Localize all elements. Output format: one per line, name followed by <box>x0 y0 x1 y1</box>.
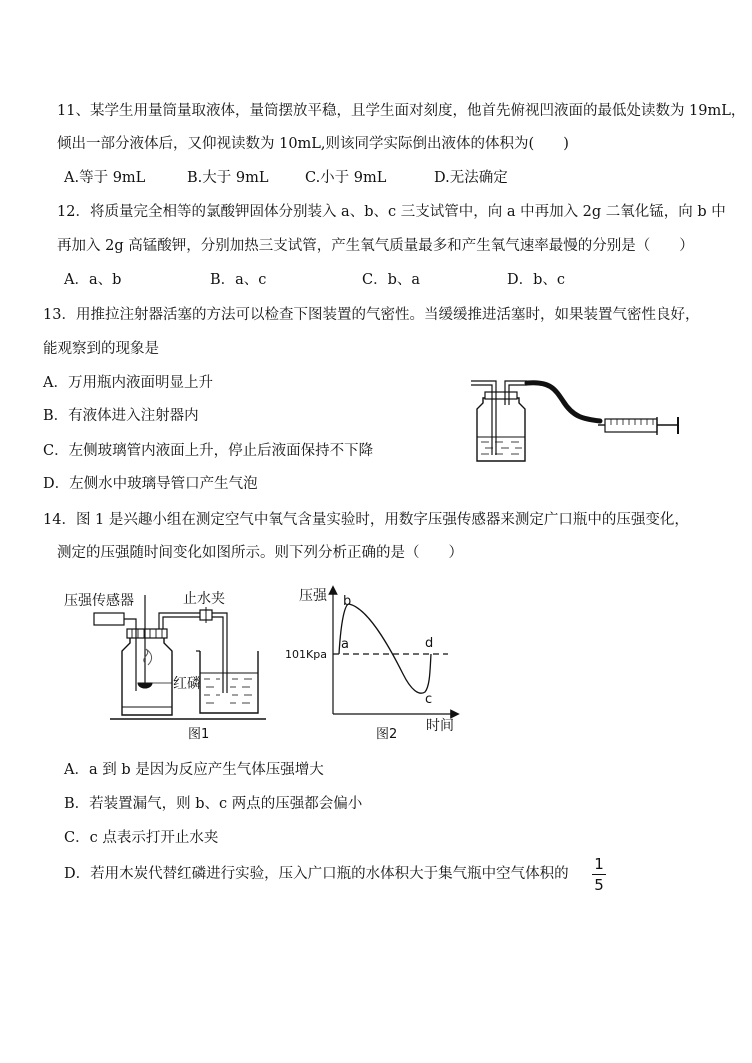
fraction-one-fifth <box>592 855 606 894</box>
fraction-denominator: 5 <box>594 876 604 894</box>
x-axis-label: 时间 <box>426 718 454 734</box>
q14-stem-line1: 14．图 1 是兴趣小组在测定空气中氧气含量实验时，用数字压强传感器来测定广口瓶中的压强变化， <box>43 512 689 528</box>
q12-option-b: B．a、c <box>210 272 267 288</box>
label-pressure-sensor: 压强传感器 <box>64 593 134 609</box>
q14-option-b: B．若装置漏气，则 b、c 两点的压强都会偏小 <box>64 796 363 812</box>
q14-option-a: A．a 到 b 是因为反应产生气体压强增大 <box>64 762 324 778</box>
q13-stem-line1: 13．用推拉注射器活塞的方法可以检查下图装置的气密性。当缓缓推进活塞时，如果装置气密性良好， <box>43 307 700 323</box>
y-axis-label: 压强 <box>299 588 327 604</box>
q13-option-d: D．左侧水中玻璃导管口产生气泡 <box>43 476 258 492</box>
point-c-label: c <box>425 692 433 707</box>
q11-stem-line1: 11、某学生用量筒量取液体，量筒摆放平稳，且学生面对刻度，他首先俯视凹液面的最低处读数为 19mL， <box>57 103 746 119</box>
syringe-barrel <box>605 419 657 432</box>
bottle-stopper <box>485 392 517 399</box>
bottle-stopper <box>127 629 167 638</box>
q13-option-a: A．万用瓶内液面明显上升 <box>43 375 213 391</box>
q11-stem-line2: 倾出一部分液体后，又仰视读数为 10mL,则该同学实际倒出液体的体积为( ) <box>57 136 569 152</box>
q11-option-b: B.大于 9mL <box>187 170 269 186</box>
beaker <box>200 651 258 713</box>
point-a-label: a <box>341 637 349 652</box>
figure2-caption: 图2 <box>376 727 398 742</box>
figure1-caption: 图1 <box>188 727 210 742</box>
wide-mouth-bottle <box>477 398 525 461</box>
q11-option-d: D.无法确定 <box>434 170 508 186</box>
fraction-numerator: 1 <box>594 855 604 873</box>
q13-apparatus-figure <box>465 375 690 465</box>
q14-figure1 <box>60 585 275 745</box>
wide-mouth-bottle <box>122 637 172 715</box>
reference-label: 101Kpa <box>285 648 327 661</box>
q14-stem-line2: 测定的压强随时间变化如图所示。则下列分析正确的是（ ） <box>57 545 463 561</box>
q13-option-c: C．左侧玻璃管内液面上升，停止后液面保持不下降 <box>43 443 374 459</box>
q12-option-d: D．b、c <box>507 272 566 288</box>
rubber-tube <box>527 383 600 421</box>
red-phosphorus-spoon <box>138 683 152 688</box>
q12-option-a: A．a、b <box>64 272 122 288</box>
q14-option-d: D．若用木炭代替红磷进行实验，压入广口瓶的水体积大于集气瓶中空气体积的 <box>64 866 569 882</box>
q13-option-b: B．有液体进入注射器内 <box>43 408 199 424</box>
pressure-sensor-box <box>94 613 124 625</box>
q13-stem-line2: 能观察到的现象是 <box>43 341 159 357</box>
q12-option-c: C．b、a <box>362 272 421 288</box>
pressure-curve <box>339 604 434 693</box>
label-red-phosphorus: 红磷 <box>173 676 201 692</box>
q14-option-c: C．c 点表示打开止水夹 <box>64 830 219 846</box>
point-d-label: d <box>425 636 434 651</box>
q14-figure2-pressure-graph <box>283 580 468 745</box>
q11-option-a: A.等于 9mL <box>64 170 146 186</box>
q12-stem-line2: 再加入 2g 高锰酸钾，分别加热三支试管，产生氧气质量最多和产生氧气速率最慢的分别是（ ） <box>57 238 694 254</box>
point-b-label: b <box>343 594 352 609</box>
q12-stem-line1: 12．将质量完全相等的氯酸钾固体分别装入 a、b、c 三支试管中，向 a 中再加入 2g 二氧化锰，向 b 中 <box>57 204 726 220</box>
label-water-clamp: 止水夹 <box>183 591 225 607</box>
q11-option-c: C.小于 9mL <box>305 170 387 186</box>
